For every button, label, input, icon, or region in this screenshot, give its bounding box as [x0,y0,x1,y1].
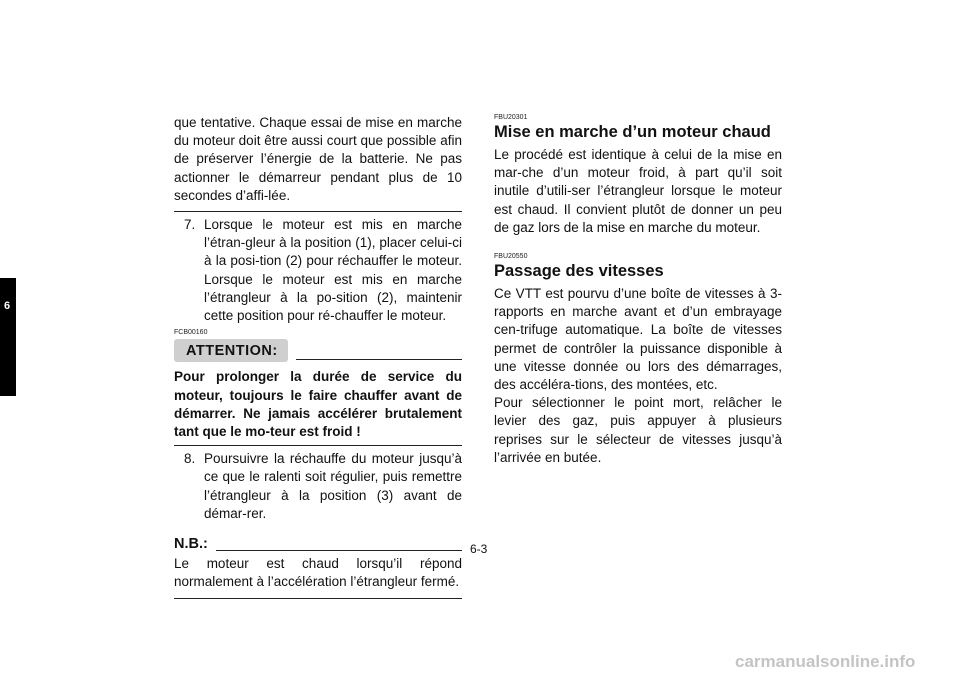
divider [174,445,462,446]
nb-rule [216,550,462,551]
divider [174,598,462,599]
attention-rule [296,359,462,360]
section-text: Ce VTT est pourvu d’une boîte de vitesses à 3-rapports en marche avant et d’un embrayage cen-trifuge automatique. La boîte de vitesses permet de contrôler la puissance disponible à une vitesse donnée ou lors des démarrages, des accéléra-tions, des montées, etc. [494,286,782,393]
attention-code: FCB00160 [174,329,208,337]
attention-header [174,339,462,362]
step-7 [174,216,462,325]
left-column [174,114,462,599]
chapter-number: 6 [4,300,11,312]
attention-badge: ATTENTION: [174,339,288,362]
section-code: FBU20301 [494,114,528,121]
section-text: Le procédé est identique à celui de la mise en mar-che d’un moteur froid, à part qu’il soit inutile d’utili-ser l’étrangleur lorsque le moteur est chaud. Il convient plutôt de donner un peu de gaz lors de la mise en marche du moteur. [494,147,782,235]
right-column [494,114,782,467]
nb-header [174,535,462,553]
section-text: Pour sélectionner le point mort, relâcher le levier des gaz, puis appuyer à plusieurs reprises sur le sélecteur de vitesses jusqu’à l’arrivée en butée. [494,395,782,465]
step-text: Poursuivre la réchauffe du moteur jusqu’à ce que le ralenti soit régulier, puis remettre l’étrangleur à la position (3) avant de démar-rer. [204,451,462,521]
chapter-tab [0,278,16,396]
step-number: 7. [184,217,196,233]
section-code: FBU20550 [494,253,528,261]
nb-label: N.B.: [174,536,208,553]
intro-paragraph: que tentative. Chaque essai de mise en marche du moteur doit être aussi court que possible afin de préserver l’énergie de la batterie. Ne pas actionner le démarreur pendant plus de 10 secondes d’affi-lée. [174,115,462,203]
watermark-logo: carmanualsonline.info [735,652,916,671]
step-text: Lorsque le moteur est mis en marche l’étran-gleur à la position (1), placer celui-ci à la posi-tion (2) pour réchauffer le moteur. Lorsque le moteur est mis en marche l’étrangleur à la po-sition (2), maintenir cette position pour ré-chauffer le moteur. [204,217,462,324]
section-title: Mise en marche d’un moteur chaud [494,123,771,141]
attention-text: Pour prolonger la durée de service du moteur, toujours le faire chauffer avant de démarrer. Ne jamais accélérer brutalement tant que le mo-teur est froid ! [174,369,462,440]
nb-text: Le moteur est chaud lorsqu’il répond normalement à l’accélération l’étrangleur fermé. [174,556,462,590]
divider [174,211,462,212]
step-number: 8. [184,451,196,467]
section-title: Passage des vitesses [494,262,664,281]
page-number: 6-3 [470,542,488,556]
step-8 [174,450,462,523]
